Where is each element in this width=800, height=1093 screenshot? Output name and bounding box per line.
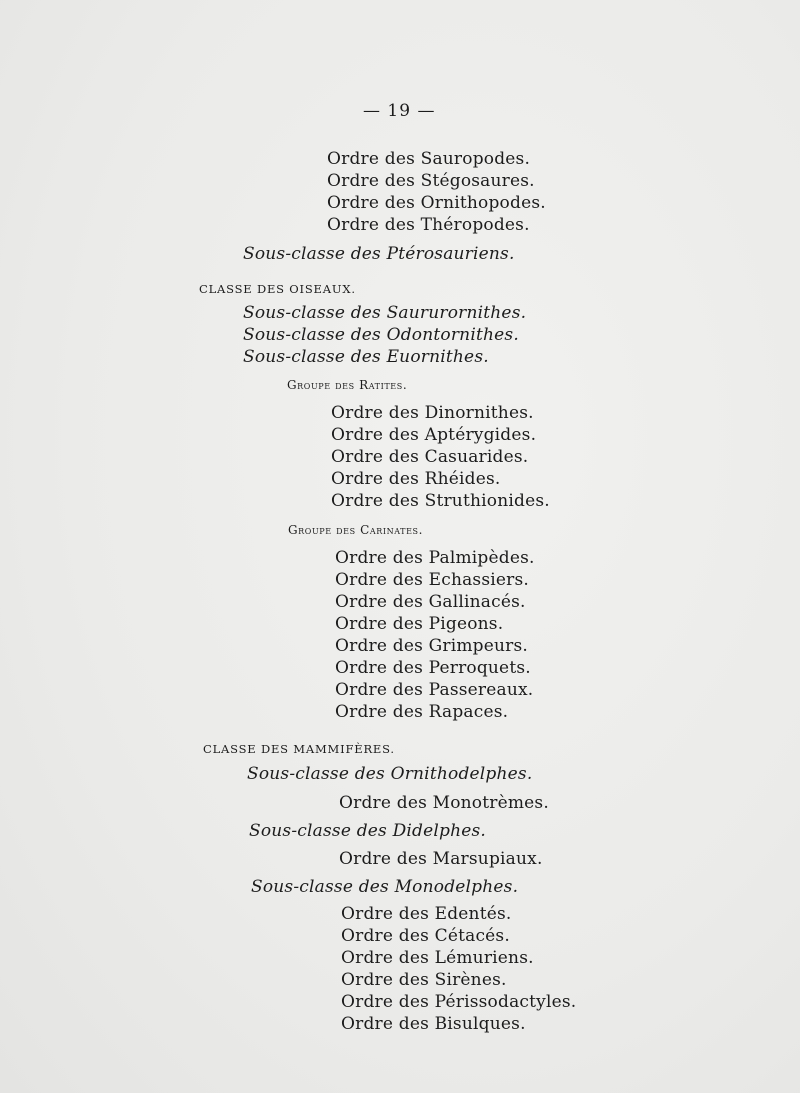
order-line: Ordre des Rapaces. [335, 702, 509, 722]
order-line: Ordre des Rhéides. [331, 469, 501, 489]
class-heading: CLASSE DES OISEAUX. [199, 282, 356, 296]
order-line: Ordre des Echassiers. [335, 570, 530, 590]
order-line: Ordre des Palmipèdes. [335, 548, 535, 568]
group-heading: Groupe des Ratites. [287, 378, 408, 392]
order-line: Ordre des Sirènes. [341, 970, 507, 990]
order-line: Ordre des Théropodes. [327, 215, 530, 235]
order-line: Ordre des Ornithopodes. [327, 193, 546, 213]
subclass-heading: Sous-classe des Euornithes. [243, 347, 489, 367]
order-line: Ordre des Périssodactyles. [341, 992, 577, 1012]
order-line: Ordre des Perroquets. [335, 658, 531, 678]
order-line: Ordre des Bisulques. [341, 1014, 526, 1034]
order-line: Ordre des Sauropodes. [327, 149, 531, 169]
order-line: Ordre des Lémuriens. [341, 948, 534, 968]
order-line: Ordre des Monotrèmes. [339, 793, 549, 813]
order-line: Ordre des Pigeons. [335, 614, 504, 634]
subclass-heading: Sous-classe des Odontornithes. [243, 325, 519, 345]
subclass-heading: Sous-classe des Didelphes. [249, 821, 487, 841]
order-line: Ordre des Casuarides. [331, 447, 529, 467]
order-line: Ordre des Marsupiaux. [339, 849, 543, 869]
class-heading: CLASSE DES MAMMIFÈRES. [203, 742, 395, 756]
group-heading: Groupe des Carinates. [288, 523, 424, 537]
page-number: — 19 — [363, 101, 436, 121]
order-line: Ordre des Dinornithes. [331, 403, 534, 423]
order-line: Ordre des Cétacés. [341, 926, 510, 946]
order-line: Ordre des Passereaux. [335, 680, 534, 700]
order-line: Ordre des Struthionides. [331, 491, 550, 511]
order-line: Ordre des Edentés. [341, 904, 512, 924]
subclass-heading: Sous-classe des Ornithodelphes. [247, 764, 533, 784]
subclass-heading: Sous-classe des Saururornithes. [243, 303, 527, 323]
subclass-heading: Sous-classe des Ptérosauriens. [243, 244, 515, 264]
subclass-heading: Sous-classe des Monodelphes. [251, 877, 519, 897]
order-line: Ordre des Grimpeurs. [335, 636, 529, 656]
order-line: Ordre des Aptérygides. [331, 425, 537, 445]
order-line: Ordre des Stégosaures. [327, 171, 535, 191]
order-line: Ordre des Gallinacés. [335, 592, 526, 612]
